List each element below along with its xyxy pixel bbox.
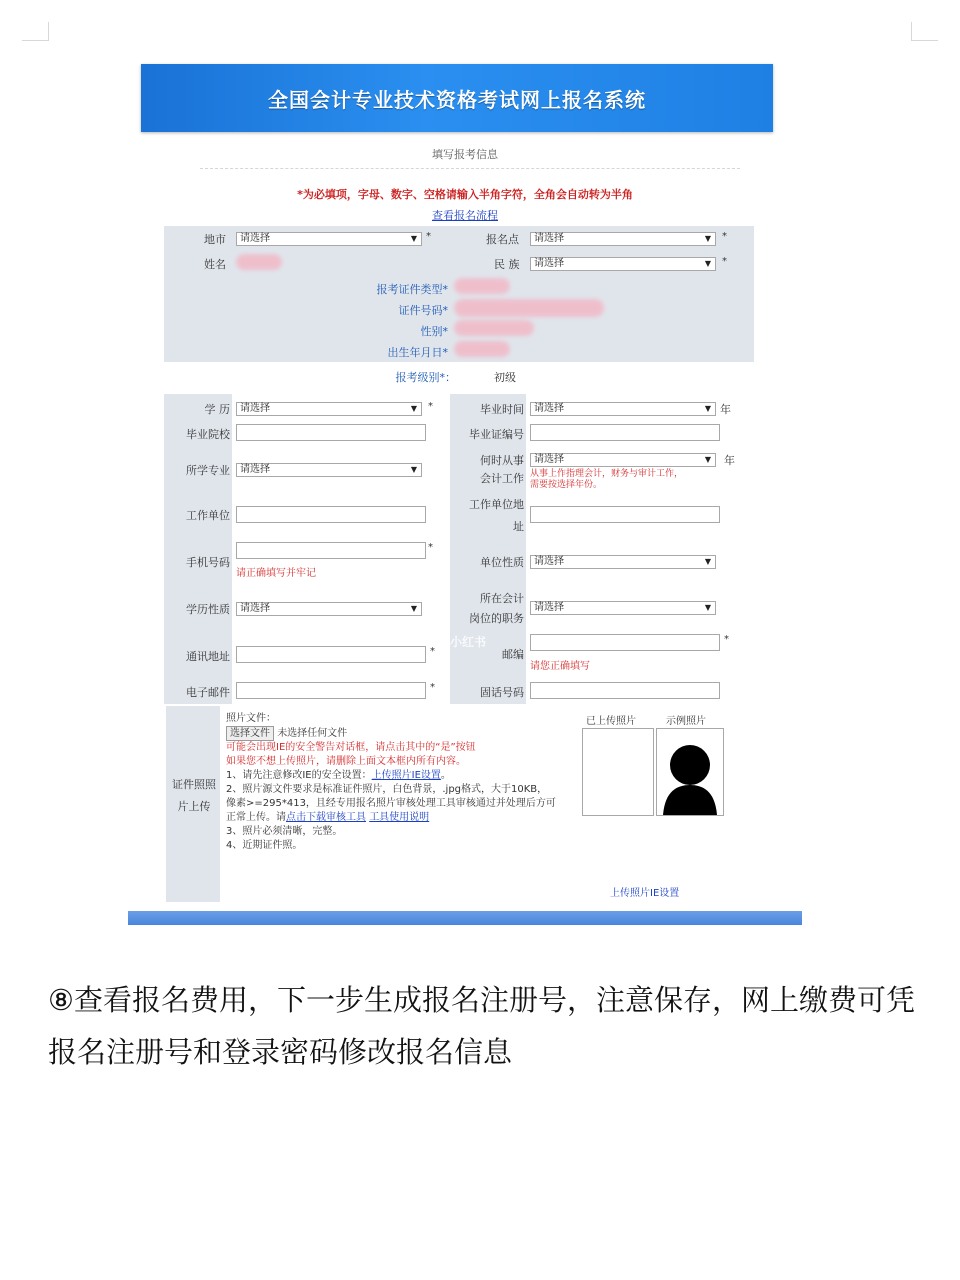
edu-type-select[interactable] — [236, 602, 422, 616]
system-banner — [141, 64, 773, 132]
work-start-label-2: 会计工作 — [480, 472, 524, 485]
redacted-gender — [454, 320, 534, 336]
birth-date-label: 出生年月日* — [387, 346, 448, 359]
address-label: 通讯地址 — [186, 650, 230, 663]
zip-hint: 请您正确填写 — [530, 661, 590, 672]
work-start-select[interactable] — [530, 453, 716, 467]
ie-settings-link[interactable]: 上传照片IE设置 — [371, 770, 441, 781]
chevron-down-icon: ▼ — [410, 404, 417, 413]
divider — [200, 168, 740, 169]
required-star: * — [428, 401, 433, 412]
site-select-value: 请选择 — [534, 233, 564, 244]
required-star: * — [430, 682, 435, 693]
choose-file-button[interactable]: 选择文件 — [226, 726, 274, 741]
ethnic-select-value: 请选择 — [534, 258, 564, 269]
post-label-1: 所在会计 — [480, 592, 524, 605]
chevron-down-icon: ▼ — [704, 259, 711, 268]
upload-instructions — [226, 712, 556, 853]
name-label: 姓名 — [204, 258, 226, 271]
required-star: * — [724, 634, 729, 645]
exam-level-value: 初级 — [494, 371, 516, 384]
required-notice: *为必填项，字母、数字、空格请输入半角字符，全角会自动转为半角 — [297, 188, 633, 201]
post-select-value: 请选择 — [534, 602, 564, 613]
mobile-hint: 请正确填写并牢记 — [236, 568, 316, 579]
unit-type-select[interactable] — [530, 555, 716, 569]
education-label: 学 历 — [204, 403, 230, 416]
unit-type-label: 单位性质 — [480, 556, 524, 569]
page-subtitle: 填写报考信息 — [432, 148, 498, 161]
city-select-value: 请选择 — [240, 233, 270, 244]
step-2-text: 2、照片源文件要求是标准证件照片，白色背景，.jpg格式，大于10KB，像素>=295*413，且经专用报名照片审核处理工具审核通过并处理后方可正常上传。请 — [226, 784, 556, 823]
ethnic-select[interactable] — [530, 257, 716, 271]
edu-type-select-value: 请选择 — [240, 603, 270, 614]
mobile-label: 手机号码 — [186, 556, 230, 569]
exam-level-label: 报考级别*： — [395, 371, 456, 384]
major-select-value: 请选择 — [240, 464, 270, 475]
employer-address-input[interactable] — [530, 506, 720, 523]
work-start-label-1: 何时从事 — [480, 454, 524, 467]
sample-photo-box — [656, 728, 724, 816]
mobile-input[interactable] — [236, 542, 426, 559]
redacted-id-type — [454, 278, 510, 294]
work-start-suffix: 年 — [724, 454, 735, 467]
phone-label: 固话号码 — [480, 686, 524, 699]
email-input[interactable] — [236, 682, 426, 699]
site-label: 报名点 — [486, 233, 519, 246]
employer-addr-label-2: 址 — [513, 520, 524, 533]
uploaded-photo-label: 已上传照片 — [586, 716, 636, 727]
email-label: 电子邮件 — [186, 686, 230, 699]
uploaded-photo-box — [582, 728, 654, 816]
major-select[interactable] — [236, 463, 422, 477]
diploma-no-input[interactable] — [530, 424, 720, 441]
grad-time-select-value: 请选择 — [534, 403, 564, 414]
required-star: * — [428, 542, 433, 553]
watermark: 小红书 — [450, 635, 487, 649]
zip-input[interactable] — [530, 634, 720, 651]
step-1-text: 1、请先注意修改IE的安全设置： — [226, 770, 372, 781]
employer-label: 工作单位 — [186, 509, 230, 522]
chevron-down-icon: ▼ — [704, 455, 711, 464]
step-2 — [226, 783, 556, 825]
ethnic-label: 民 族 — [494, 258, 520, 271]
step-1: 1、请先注意修改IE的安全设置：上传照片IE设置。 — [226, 770, 451, 781]
redacted-birth-date — [454, 341, 510, 357]
step-4: 4、近期证件照。 — [226, 840, 303, 851]
sample-photo-label: 示例照片 — [666, 716, 706, 727]
work-start-select-value: 请选择 — [534, 454, 564, 465]
id-type-label: 报考证件类型* — [376, 283, 448, 296]
grad-time-label: 毕业时间 — [480, 403, 524, 416]
address-input[interactable] — [236, 646, 426, 663]
corner-mark-right — [911, 22, 938, 41]
unit-type-select-value: 请选择 — [534, 556, 564, 567]
required-star: * — [426, 231, 431, 242]
chevron-down-icon: ▼ — [410, 465, 417, 474]
school-label: 毕业院校 — [186, 428, 230, 441]
no-upload-note: 如果您不想上传照片，请删除上面文本框内所有内容。 — [226, 756, 466, 767]
registration-screenshot — [128, 58, 802, 928]
employer-input[interactable] — [236, 506, 426, 523]
grad-time-suffix: 年 — [720, 403, 731, 416]
school-input[interactable] — [236, 424, 426, 441]
required-star: * — [722, 231, 727, 242]
redacted-name — [236, 254, 282, 270]
photo-upload-label: 证件照照片上传 — [172, 778, 216, 813]
post-select[interactable] — [530, 601, 716, 615]
step-3: 3、照片必须清晰，完整。 — [226, 826, 343, 837]
required-star: * — [722, 256, 727, 267]
corner-mark-left — [22, 22, 49, 41]
footer-bar — [128, 911, 802, 925]
education-select[interactable] — [236, 402, 422, 416]
tool-guide-link[interactable]: 工具使用说明 — [369, 812, 430, 823]
download-tool-link[interactable]: 点击下载审核工具 — [286, 812, 366, 823]
major-label: 所学专业 — [186, 464, 230, 477]
edu-type-label: 学历性质 — [186, 603, 230, 616]
redacted-id-number — [454, 299, 604, 317]
grad-time-select[interactable] — [530, 402, 716, 416]
step-caption: ⑧查看报名费用，下一步生成报名注册号，注意保存，网上缴费可凭报名注册号和登录密码修改报名信息 — [48, 983, 915, 1069]
chevron-down-icon: ▼ — [704, 404, 711, 413]
gender-label: 性别* — [420, 325, 448, 338]
city-label: 地市 — [204, 233, 226, 246]
work-start-hint-1: 从事上作指理会计，财务与审计工作， — [530, 469, 684, 479]
required-star: * — [430, 646, 435, 657]
no-file-text: 未选择任何文件 — [277, 728, 348, 739]
photo-file-label: 照片文件： — [226, 713, 276, 724]
city-select[interactable] — [236, 232, 422, 246]
phone-input[interactable] — [530, 682, 720, 699]
id-number-label: 证件号码* — [398, 304, 448, 317]
ie-settings-link-bottom[interactable]: 上传照片IE设置 — [610, 888, 680, 899]
ie-warning: 可能会出现IE的安全警告对话框，请点击其中的“是”按钮 — [226, 742, 476, 753]
file-chooser — [226, 726, 556, 741]
post-label-2: 岗位的职务 — [469, 612, 524, 625]
employer-addr-label-1: 工作单位地 — [469, 498, 524, 511]
diploma-no-label: 毕业证编号 — [469, 428, 524, 441]
chevron-down-icon: ▼ — [410, 234, 417, 243]
chevron-down-icon: ▼ — [410, 604, 417, 613]
site-select[interactable] — [530, 232, 716, 246]
person-silhouette-icon — [657, 729, 723, 815]
chevron-down-icon: ▼ — [704, 603, 711, 612]
zip-label: 邮编 — [502, 648, 524, 661]
system-title: 全国会计专业技术资格考试网上报名系统 — [268, 87, 646, 112]
chevron-down-icon: ▼ — [704, 557, 711, 566]
education-select-value: 请选择 — [240, 403, 270, 414]
view-flow-link[interactable]: 查看报名流程 — [432, 209, 498, 222]
work-start-hint-2: 需要按选择年份。 — [530, 480, 603, 490]
chevron-down-icon: ▼ — [704, 234, 711, 243]
